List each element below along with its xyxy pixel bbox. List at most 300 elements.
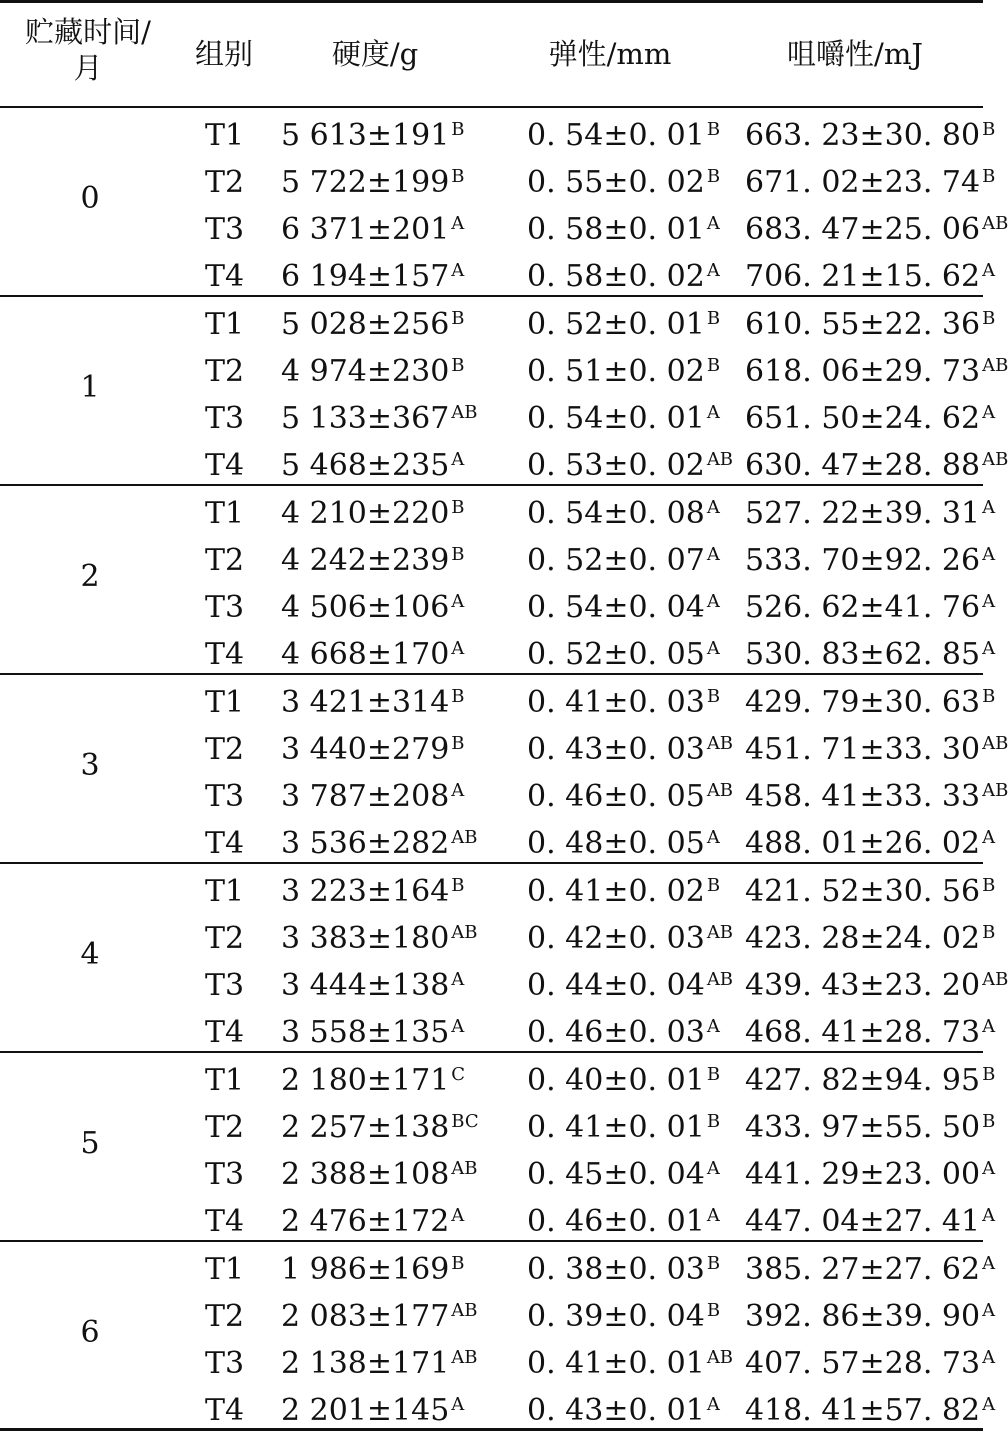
- group-cell-value: T2: [205, 921, 245, 956]
- storage-month-cell: 5: [80, 1125, 100, 1161]
- hardness-cell: [281, 968, 464, 1004]
- springiness-cell-value: 0. 58±0. 02: [527, 259, 705, 294]
- springiness-cell-significance: A: [706, 1205, 720, 1226]
- hardness-cell: [281, 1204, 464, 1240]
- springiness-cell: [527, 401, 720, 437]
- group-separator-rule: [0, 1051, 983, 1053]
- chewiness-cell-significance: AB: [982, 733, 1008, 754]
- group-cell-value: T2: [205, 1299, 245, 1334]
- chewiness-cell-value: 468. 41±28. 73: [745, 1015, 981, 1050]
- springiness-cell: [527, 637, 720, 673]
- hardness-cell: [281, 921, 478, 957]
- chewiness-cell-significance: A: [982, 1016, 996, 1037]
- group-cell: [205, 1110, 244, 1146]
- group-cell: [205, 1252, 244, 1288]
- hardness-cell-significance: A: [451, 1205, 465, 1226]
- storage-month-cell: 3: [80, 747, 100, 783]
- hardness-cell-value: 4 668±170: [281, 637, 450, 672]
- springiness-cell-value: 0. 52±0. 07: [527, 543, 705, 578]
- chewiness-cell-significance: A: [982, 638, 996, 659]
- group-cell: [205, 118, 244, 154]
- springiness-cell: [527, 118, 720, 154]
- chewiness-cell-significance: A: [982, 827, 996, 848]
- hardness-cell: [281, 401, 478, 437]
- chewiness-cell: [745, 590, 995, 626]
- hardness-cell: [281, 1157, 478, 1193]
- springiness-cell-significance: A: [706, 1158, 720, 1179]
- group-cell: [205, 448, 244, 484]
- storage-month-cell: 4: [80, 936, 100, 972]
- group-cell: [205, 1204, 244, 1240]
- chewiness-cell: [745, 637, 995, 673]
- chewiness-cell: [745, 118, 995, 154]
- chewiness-cell-significance: A: [982, 1347, 996, 1368]
- chewiness-cell: [745, 543, 995, 579]
- group-cell: [205, 590, 244, 626]
- chewiness-cell-significance: A: [982, 591, 996, 612]
- hardness-cell-significance: B: [451, 875, 465, 896]
- springiness-cell: [527, 1157, 720, 1193]
- chewiness-cell-significance: A: [982, 260, 996, 281]
- springiness-cell: [527, 1299, 720, 1335]
- chewiness-cell-value: 610. 55±22. 36: [745, 307, 981, 342]
- group-cell: [205, 1346, 244, 1382]
- chewiness-cell: [745, 874, 995, 910]
- hardness-cell-value: 5 613±191: [281, 118, 450, 153]
- springiness-cell-value: 0. 46±0. 05: [527, 779, 705, 814]
- hardness-cell-value: 3 440±279: [281, 732, 450, 767]
- group-cell-value: T1: [205, 1252, 245, 1287]
- group-cell: [205, 1393, 244, 1429]
- hardness-cell-value: 4 506±106: [281, 590, 450, 625]
- chewiness-cell: [745, 1204, 995, 1240]
- springiness-cell-value: 0. 46±0. 03: [527, 1015, 705, 1050]
- hardness-cell-significance: BC: [451, 1111, 479, 1132]
- chewiness-cell-value: 526. 62±41. 76: [745, 590, 981, 625]
- hardness-cell-significance: B: [451, 544, 465, 565]
- hardness-cell-value: 4 974±230: [281, 354, 450, 389]
- chewiness-cell: [745, 732, 1008, 768]
- springiness-cell-significance: AB: [706, 969, 734, 990]
- hardness-cell: [281, 1252, 465, 1288]
- springiness-cell-value: 0. 41±0. 02: [527, 874, 705, 909]
- group-cell-value: T3: [205, 590, 245, 625]
- springiness-cell-significance: A: [706, 213, 720, 234]
- hardness-cell-significance: A: [451, 213, 465, 234]
- group-cell-value: T3: [205, 779, 245, 814]
- chewiness-cell: [745, 1346, 995, 1382]
- springiness-cell: [527, 212, 720, 248]
- springiness-cell-significance: AB: [706, 449, 734, 470]
- hardness-cell-value: 3 558±135: [281, 1015, 450, 1050]
- springiness-cell-significance: B: [706, 1253, 721, 1274]
- group-cell: [205, 165, 244, 201]
- springiness-cell: [527, 968, 733, 1004]
- springiness-cell: [527, 779, 733, 815]
- hardness-cell: [281, 637, 464, 673]
- springiness-cell-value: 0. 54±0. 01: [527, 401, 705, 436]
- springiness-cell: [527, 1346, 733, 1382]
- group-separator-rule: [0, 1240, 983, 1242]
- chewiness-cell: [745, 496, 995, 532]
- springiness-cell-significance: AB: [706, 733, 734, 754]
- hardness-cell: [281, 1393, 464, 1429]
- hardness-cell-significance: A: [451, 780, 465, 801]
- chewiness-cell-significance: AB: [982, 969, 1008, 990]
- springiness-cell-value: 0. 38±0. 03: [527, 1252, 705, 1287]
- hardness-cell: [281, 1299, 478, 1335]
- springiness-cell-value: 0. 48±0. 05: [527, 826, 705, 861]
- springiness-cell-value: 0. 43±0. 03: [527, 732, 705, 767]
- group-cell: [205, 968, 244, 1004]
- group-cell: [205, 1063, 244, 1099]
- springiness-cell-value: 0. 40±0. 01: [527, 1063, 705, 1098]
- hardness-cell: [281, 732, 465, 768]
- hardness-cell-value: 3 383±180: [281, 921, 450, 956]
- springiness-cell: [527, 685, 720, 721]
- hardness-cell-significance: B: [451, 497, 465, 518]
- chewiness-cell: [745, 212, 1008, 248]
- springiness-cell-significance: A: [706, 827, 720, 848]
- hardness-cell-significance: A: [451, 260, 465, 281]
- hardness-cell-value: 3 223±164: [281, 874, 450, 909]
- chewiness-cell: [745, 1015, 995, 1051]
- group-cell: [205, 259, 244, 295]
- hardness-cell-value: 3 444±138: [281, 968, 450, 1003]
- hardness-cell-significance: C: [451, 1064, 466, 1085]
- hardness-cell: [281, 1346, 478, 1382]
- springiness-cell: [527, 826, 720, 862]
- springiness-cell-value: 0. 42±0. 03: [527, 921, 705, 956]
- group-cell: [205, 921, 244, 957]
- chewiness-cell-significance: AB: [982, 449, 1008, 470]
- hardness-cell-significance: A: [451, 591, 465, 612]
- springiness-cell-value: 0. 41±0. 01: [527, 1110, 705, 1145]
- group-cell-value: T1: [205, 1063, 245, 1098]
- springiness-cell-value: 0. 54±0. 01: [527, 118, 705, 153]
- hardness-cell: [281, 874, 465, 910]
- springiness-cell: [527, 259, 720, 295]
- hardness-cell-value: 2 388±108: [281, 1157, 450, 1192]
- hardness-cell-value: 4 242±239: [281, 543, 450, 578]
- chewiness-cell: [745, 968, 1008, 1004]
- group-cell: [205, 354, 244, 390]
- hardness-cell: [281, 1110, 479, 1146]
- springiness-cell: [527, 590, 720, 626]
- chewiness-cell-significance: A: [982, 1205, 996, 1226]
- hardness-cell-significance: B: [451, 686, 465, 707]
- hardness-cell-value: 3 787±208: [281, 779, 450, 814]
- springiness-cell-significance: AB: [706, 922, 734, 943]
- chewiness-cell-significance: A: [982, 402, 996, 423]
- header-group: 组别: [194, 37, 253, 71]
- chewiness-cell-value: 630. 47±28. 88: [745, 448, 981, 483]
- chewiness-cell-significance: B: [982, 922, 996, 943]
- group-cell: [205, 307, 244, 343]
- chewiness-cell-value: 439. 43±23. 20: [745, 968, 981, 1003]
- header-chewiness: 咀嚼性/mJ: [787, 37, 923, 71]
- chewiness-cell-significance: AB: [982, 780, 1008, 801]
- header-storage-time: [4, 14, 172, 86]
- chewiness-cell-value: 618. 06±29. 73: [745, 354, 981, 389]
- chewiness-cell: [745, 307, 995, 343]
- group-cell: [205, 401, 244, 437]
- chewiness-cell-significance: AB: [982, 355, 1008, 376]
- group-cell: [205, 637, 244, 673]
- chewiness-cell: [745, 1299, 995, 1335]
- group-cell-value: T4: [205, 826, 245, 861]
- springiness-cell-value: 0. 53±0. 02: [527, 448, 705, 483]
- chewiness-cell: [745, 921, 995, 957]
- hardness-cell-value: 2 138±171: [281, 1346, 450, 1381]
- storage-month-cell: 6: [80, 1314, 100, 1350]
- group-cell: [205, 543, 244, 579]
- group-cell-value: T3: [205, 401, 245, 436]
- springiness-cell: [527, 1063, 720, 1099]
- group-separator-rule: [0, 862, 983, 864]
- group-cell: [205, 732, 244, 768]
- chewiness-cell-significance: B: [982, 166, 996, 187]
- springiness-cell-significance: A: [706, 544, 720, 565]
- chewiness-cell-value: 429. 79±30. 63: [745, 685, 981, 720]
- hardness-cell-significance: AB: [451, 1300, 478, 1321]
- springiness-cell-significance: A: [706, 402, 720, 423]
- hardness-cell-significance: B: [451, 119, 465, 140]
- hardness-cell-significance: B: [451, 1253, 465, 1274]
- hardness-cell-significance: AB: [451, 1158, 478, 1179]
- springiness-cell-significance: AB: [706, 780, 734, 801]
- chewiness-cell-significance: A: [982, 1158, 996, 1179]
- springiness-cell-significance: B: [706, 1064, 721, 1085]
- hardness-cell-significance: A: [451, 638, 465, 659]
- chewiness-cell: [745, 685, 995, 721]
- group-cell-value: T1: [205, 496, 245, 531]
- springiness-cell-significance: B: [706, 166, 721, 187]
- springiness-cell-significance: B: [706, 875, 721, 896]
- hardness-cell: [281, 779, 464, 815]
- chewiness-cell-significance: B: [982, 1111, 996, 1132]
- springiness-cell-significance: A: [706, 638, 720, 659]
- group-cell: [205, 874, 244, 910]
- springiness-cell-value: 0. 58±0. 01: [527, 212, 705, 247]
- hardness-cell-value: 5 133±367: [281, 401, 450, 436]
- springiness-cell: [527, 1252, 720, 1288]
- storage-month-cell: 1: [80, 369, 100, 405]
- group-cell: [205, 212, 244, 248]
- hardness-cell: [281, 1015, 464, 1051]
- chewiness-cell: [745, 826, 995, 862]
- springiness-cell-value: 0. 44±0. 04: [527, 968, 705, 1003]
- group-cell: [205, 1157, 244, 1193]
- chewiness-cell-value: 441. 29±23. 00: [745, 1157, 981, 1192]
- group-cell-value: T3: [205, 212, 245, 247]
- chewiness-cell-value: 527. 22±39. 31: [745, 496, 981, 531]
- springiness-cell-significance: AB: [706, 1347, 734, 1368]
- hardness-cell-value: 5 028±256: [281, 307, 450, 342]
- springiness-cell-significance: A: [706, 591, 720, 612]
- hardness-cell-value: 6 194±157: [281, 259, 450, 294]
- hardness-cell-value: 2 257±138: [281, 1110, 450, 1145]
- table-top-rule: [0, 0, 983, 3]
- springiness-cell: [527, 921, 733, 957]
- group-cell-value: T2: [205, 165, 245, 200]
- hardness-cell-value: 6 371±201: [281, 212, 450, 247]
- chewiness-cell-value: 663. 23±30. 80: [745, 118, 981, 153]
- springiness-cell-value: 0. 43±0. 01: [527, 1393, 705, 1428]
- group-cell-value: T4: [205, 1204, 245, 1239]
- hardness-cell-significance: AB: [451, 1347, 478, 1368]
- chewiness-cell-value: 447. 04±27. 41: [745, 1204, 981, 1239]
- chewiness-cell-value: 427. 82±94. 95: [745, 1063, 981, 1098]
- springiness-cell-value: 0. 41±0. 03: [527, 685, 705, 720]
- springiness-cell: [527, 354, 720, 390]
- group-cell-value: T4: [205, 259, 245, 294]
- hardness-cell-significance: B: [451, 733, 465, 754]
- group-cell-value: T1: [205, 685, 245, 720]
- springiness-cell-value: 0. 52±0. 01: [527, 307, 705, 342]
- hardness-cell-significance: B: [451, 355, 465, 376]
- chewiness-cell-significance: B: [982, 308, 996, 329]
- chewiness-cell-significance: B: [982, 875, 996, 896]
- springiness-cell-value: 0. 54±0. 08: [527, 496, 705, 531]
- chewiness-cell-value: 423. 28±24. 02: [745, 921, 981, 956]
- chewiness-cell: [745, 1110, 995, 1146]
- header-hardness: 硬度/g: [331, 37, 419, 71]
- hardness-cell-value: 1 986±169: [281, 1252, 450, 1287]
- chewiness-cell: [745, 1157, 995, 1193]
- hardness-cell-value: 2 083±177: [281, 1299, 450, 1334]
- springiness-cell-significance: A: [706, 260, 720, 281]
- group-cell-value: T2: [205, 1110, 245, 1145]
- group-cell-value: T4: [205, 1393, 245, 1428]
- chewiness-cell-value: 706. 21±15. 62: [745, 259, 981, 294]
- chewiness-cell: [745, 1063, 995, 1099]
- chewiness-cell-value: 671. 02±23. 74: [745, 165, 981, 200]
- group-cell-value: T1: [205, 307, 245, 342]
- group-cell: [205, 1299, 244, 1335]
- group-separator-rule: [0, 484, 983, 486]
- group-cell-value: T3: [205, 1346, 245, 1381]
- hardness-cell-significance: A: [451, 449, 465, 470]
- hardness-cell: [281, 307, 465, 343]
- chewiness-cell-significance: A: [982, 544, 996, 565]
- chewiness-cell: [745, 259, 995, 295]
- hardness-cell: [281, 826, 478, 862]
- group-cell-value: T4: [205, 448, 245, 483]
- chewiness-cell: [745, 354, 1008, 390]
- hardness-cell: [281, 165, 465, 201]
- group-cell: [205, 685, 244, 721]
- hardness-cell: [281, 543, 465, 579]
- chewiness-cell-value: 651. 50±24. 62: [745, 401, 981, 436]
- chewiness-cell: [745, 1393, 995, 1429]
- hardness-cell: [281, 1063, 465, 1099]
- hardness-cell-value: 3 536±282: [281, 826, 450, 861]
- hardness-cell-significance: AB: [451, 922, 478, 943]
- chewiness-cell-significance: AB: [982, 213, 1008, 234]
- storage-month-cell: 2: [80, 558, 100, 594]
- springiness-cell-significance: A: [706, 497, 720, 518]
- hardness-cell-significance: B: [451, 308, 465, 329]
- springiness-cell: [527, 732, 733, 768]
- hardness-cell-value: 2 201±145: [281, 1393, 450, 1428]
- header-storage-time-line2: 月: [73, 51, 103, 85]
- group-cell: [205, 779, 244, 815]
- hardness-cell: [281, 259, 464, 295]
- springiness-cell: [527, 1015, 720, 1051]
- hardness-cell: [281, 354, 465, 390]
- springiness-cell-value: 0. 46±0. 01: [527, 1204, 705, 1239]
- hardness-cell-value: 5 468±235: [281, 448, 450, 483]
- springiness-cell: [527, 448, 733, 484]
- chewiness-cell-value: 418. 41±57. 82: [745, 1393, 981, 1428]
- group-cell-value: T3: [205, 968, 245, 1003]
- springiness-cell: [527, 307, 720, 343]
- group-cell: [205, 826, 244, 862]
- header-storage-time-line1: 贮藏时间/: [25, 15, 151, 49]
- chewiness-cell-value: 385. 27±27. 62: [745, 1252, 981, 1287]
- group-cell-value: T4: [205, 1015, 245, 1050]
- springiness-cell-value: 0. 45±0. 04: [527, 1157, 705, 1192]
- group-cell-value: T4: [205, 637, 245, 672]
- group-cell-value: T2: [205, 543, 245, 578]
- springiness-cell-value: 0. 52±0. 05: [527, 637, 705, 672]
- header-springiness: 弹性/mm: [548, 37, 672, 71]
- springiness-cell: [527, 1110, 720, 1146]
- hardness-cell-value: 5 722±199: [281, 165, 450, 200]
- chewiness-cell: [745, 448, 1008, 484]
- springiness-cell-significance: B: [706, 308, 721, 329]
- hardness-cell-significance: A: [451, 1016, 465, 1037]
- group-cell-value: T1: [205, 118, 245, 153]
- group-cell-value: T3: [205, 1157, 245, 1192]
- springiness-cell: [527, 874, 720, 910]
- hardness-cell-value: 4 210±220: [281, 496, 450, 531]
- group-cell-value: T2: [205, 354, 245, 389]
- group-cell: [205, 1015, 244, 1051]
- chewiness-cell-significance: A: [982, 1394, 996, 1415]
- chewiness-cell-value: 458. 41±33. 33: [745, 779, 981, 814]
- springiness-cell-significance: B: [706, 686, 721, 707]
- springiness-cell-significance: B: [706, 1111, 721, 1132]
- hardness-cell-value: 3 421±314: [281, 685, 450, 720]
- springiness-cell: [527, 1393, 720, 1429]
- chewiness-cell-significance: B: [982, 119, 996, 140]
- hardness-cell-value: 2 476±172: [281, 1204, 450, 1239]
- springiness-cell-value: 0. 51±0. 02: [527, 354, 705, 389]
- chewiness-cell-significance: B: [982, 686, 996, 707]
- hardness-cell: [281, 118, 465, 154]
- hardness-cell: [281, 590, 464, 626]
- hardness-cell: [281, 685, 465, 721]
- group-cell: [205, 496, 244, 532]
- group-separator-rule: [0, 673, 983, 675]
- hardness-cell-significance: AB: [451, 402, 478, 423]
- chewiness-cell: [745, 779, 1008, 815]
- chewiness-cell-significance: B: [982, 1064, 996, 1085]
- springiness-cell-value: 0. 41±0. 01: [527, 1346, 705, 1381]
- hardness-cell: [281, 496, 465, 532]
- chewiness-cell-value: 407. 57±28. 73: [745, 1346, 981, 1381]
- storage-month-cell: 0: [80, 180, 100, 216]
- chewiness-cell: [745, 401, 995, 437]
- hardness-cell-value: 2 180±171: [281, 1063, 450, 1098]
- springiness-cell-value: 0. 54±0. 04: [527, 590, 705, 625]
- springiness-cell: [527, 165, 720, 201]
- chewiness-cell-value: 530. 83±62. 85: [745, 637, 981, 672]
- springiness-cell-value: 0. 55±0. 02: [527, 165, 705, 200]
- springiness-cell-significance: B: [706, 119, 721, 140]
